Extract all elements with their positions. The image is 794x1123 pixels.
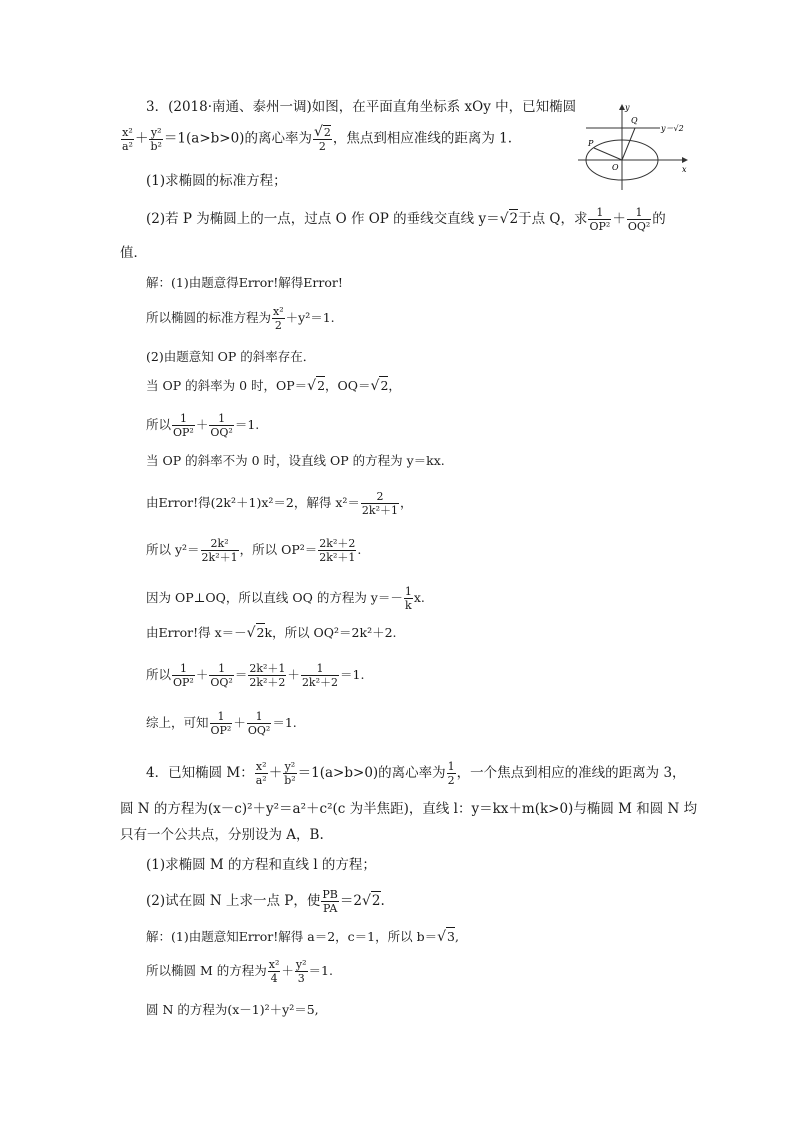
frac-y2-b2: $\frac{\text{y²}}{\text{b²}}$ [150, 125, 162, 153]
x-axis-arrow [682, 157, 688, 163]
p4-question2: (2)试在圆 N 上求一点 P，使 $\frac{PB}{PA}$ ＝2√2. [146, 888, 385, 915]
p3-line1: 3．(2018·南通、泰州一调)如图，在平面直角坐标系 xOy 中，已知椭圆 [146, 99, 577, 115]
y-label: y [625, 103, 630, 112]
p3-solution7: 由Error!得(2k²＋1)x²＝2，解得 x²＝ $\frac{2}{\text{2k²＋1}}$ ， [146, 490, 413, 517]
p3-solution2: 所以椭圆的标准方程为 $\frac{\text{x²}}{2}$ ＋y²＝1. [146, 305, 335, 332]
p3-solution10: 由Error!得 x＝－√2k，所以 OQ²＝2k²＋2. [146, 625, 397, 641]
p3-solution4: 当 OP 的斜率为 0 时，OP＝√2，OQ＝√2， [146, 378, 401, 394]
p4-solution3: 圆 N 的方程为(x－1)²＋y²＝5, [146, 1002, 319, 1017]
p3-question1: (1)求椭圆的标准方程； [146, 173, 287, 189]
o-label: O [612, 163, 619, 172]
frac-sqrt2-2: $\frac{√2}{2}$ [313, 124, 331, 153]
ellipse-figure [578, 100, 690, 190]
q-label: Q [631, 116, 638, 125]
x-label: x [682, 165, 687, 174]
p4-line2: 圆 N 的方程为(x－c)²＋y²＝a²＋c²(c 为半焦距)，直线 l：y＝kx＋m(k>0)与椭圆 M 和圆 N 均 [120, 801, 698, 817]
p3-solution3: (2)由题意知 OP 的斜率存在． [146, 349, 316, 364]
p3-solution9: 因为 OP⊥OQ，所以直线 OQ 的方程为 y＝－ $\frac{1}{k}$ x. [146, 585, 425, 612]
p3-solution1: 解：(1)由题意得Error!解得Error! [146, 275, 343, 290]
p3-solution5: 所以 $\frac{1}{\text{OP²}}$ ＋ $\frac{1}{\text{OQ²}}$ ＝1. [146, 412, 260, 439]
p4-line3: 只有一个公共点，分别设为 A，B. [120, 827, 324, 843]
frac-x2-a2: $\frac{\text{x²}}{\text{a²}}$ [122, 125, 133, 153]
p4-solution1: 解：(1)由题意知Error!解得 a＝2，c＝1，所以 b＝√3, [146, 929, 459, 945]
p3-question2: (2)若 P 为椭圆上的一点，过点 O 作 OP 的垂线交直线 y＝√2于点 Q，求 $\frac{1}{\text{OP²}}$ ＋ $\frac{1}{\text{OQ²}}$ 的 [146, 206, 666, 233]
segment-oq [622, 128, 635, 160]
segment-op [594, 148, 622, 160]
line-label: y＝√2 [661, 124, 684, 133]
p3-solution11: 所以 $\frac{1}{\text{OP²}}$ ＋ $\frac{1}{\text{OQ²}}$ ＝ $\frac{\text{2k²＋1}}{\text{2k²＋2}}$ ＋ $\frac{1}{\text{2k²＋2}}$ ＝1. [146, 662, 365, 689]
p3-question2-end: 值． [120, 245, 147, 261]
p3-solution6: 当 OP 的斜率不为 0 时，设直线 OP 的方程为 y＝kx. [146, 453, 445, 468]
p3-solution8: 所以 y²＝ $\frac{\text{2k²}}{\text{2k²＋1}}$ ，所以 OP²＝ $\frac{\text{2k²＋2}}{\text{2k²＋1}}$ . [146, 537, 362, 564]
p4-line1: 4．已知椭圆 M： $\frac{\text{x²}}{\text{a²}}$ ＋ $\frac{\text{y²}}{\text{b²}}$ ＝1(a>b>0)的离心率为 $\frac{1}{2}$ ，一个焦点到相应的准线的距离为 3， [146, 760, 686, 787]
p4-question1: (1)求椭圆 M 的方程和直线 l 的方程； [146, 857, 376, 873]
p3-line2: $\frac{\text{x²}}{\text{a²}}$ ＋ $\frac{\text{y²}}{\text{b²}}$ ＝1(a>b>0)的离心率为 $\frac{√2}{2}$ ，焦点到相应准线的距离为 1. [122, 124, 513, 153]
p4-solution2: 所以椭圆 M 的方程为 $\frac{\text{x²}}{4}$ ＋ $\frac{\text{y²}}{3}$ ＝1. [146, 958, 333, 985]
p-label: P [588, 139, 594, 148]
p3-solution12: 综上，可知 $\frac{1}{\text{OP²}}$ ＋ $\frac{1}{\text{OQ²}}$ ＝1. [146, 710, 297, 737]
